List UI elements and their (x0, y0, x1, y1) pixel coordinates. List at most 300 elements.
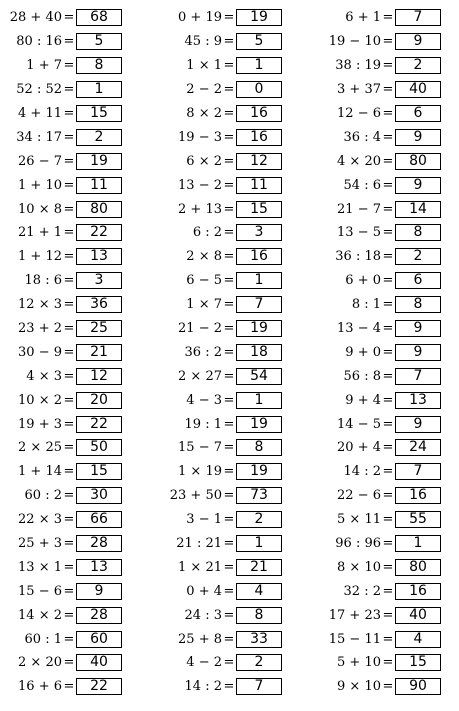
problem-row (319, 317, 459, 341)
problem-column-1 (0, 6, 150, 699)
answer-box[interactable]: 8 (395, 296, 441, 313)
equals-sign: = (223, 512, 235, 528)
answer-box[interactable]: 13 (76, 248, 122, 265)
answer-box[interactable]: 8 (236, 607, 282, 624)
answer-box[interactable]: 73 (236, 487, 282, 504)
answer-box[interactable]: 15 (76, 105, 122, 122)
problem-expression: 4 × 3 (26, 368, 62, 384)
equals-sign: = (382, 392, 394, 408)
problem-expression: 21 + 1 (18, 225, 62, 241)
problem-row (319, 340, 459, 364)
problem-expression: 38 : 19 (335, 58, 381, 74)
equals-sign: = (382, 536, 394, 552)
problem-expression: 1 × 1 (186, 58, 222, 74)
equals-sign: = (223, 416, 235, 432)
answer-box[interactable]: 16 (395, 487, 441, 504)
answer-box[interactable]: 9 (395, 33, 441, 50)
equals-sign: = (63, 58, 75, 74)
equals-sign: = (223, 153, 235, 169)
answer-box[interactable]: 9 (395, 129, 441, 146)
equals-sign: = (223, 34, 235, 50)
problem-expression: 20 + 4 (337, 440, 381, 456)
answer-box[interactable]: 1 (236, 272, 282, 289)
problem-expression: 13 − 4 (337, 321, 381, 337)
answer-box[interactable]: 28 (76, 607, 122, 624)
equals-sign: = (63, 129, 75, 145)
equals-sign: = (223, 201, 235, 217)
problem-row (319, 651, 459, 675)
problem-expression: 1 × 19 (178, 464, 222, 480)
problem-expression: 60 : 1 (24, 631, 62, 647)
answer-box[interactable]: 16 (395, 583, 441, 600)
answer-box[interactable]: 5 (76, 33, 122, 50)
problem-row (160, 603, 310, 627)
problem-row (160, 173, 310, 197)
problem-expression: 25 + 8 (178, 631, 222, 647)
answer-box[interactable]: 68 (76, 9, 122, 26)
problem-row (0, 269, 150, 293)
answer-box[interactable]: 9 (395, 344, 441, 361)
answer-box[interactable]: 4 (395, 631, 441, 648)
answer-box[interactable]: 50 (76, 439, 122, 456)
problem-expression: 8 × 10 (337, 559, 381, 575)
equals-sign: = (63, 82, 75, 98)
equals-sign: = (382, 440, 394, 456)
equals-sign: = (223, 368, 235, 384)
problem-row (160, 54, 310, 78)
problem-row (0, 245, 150, 269)
problem-expression: 36 : 2 (184, 344, 222, 360)
answer-box[interactable]: 15 (236, 201, 282, 218)
equals-sign: = (63, 583, 75, 599)
problem-row (0, 78, 150, 102)
problem-expression: 14 × 2 (18, 607, 62, 623)
problem-expression: 12 × 3 (18, 297, 62, 313)
answer-box[interactable]: 11 (236, 177, 282, 194)
problem-row (319, 245, 459, 269)
problem-row (319, 603, 459, 627)
problem-row (160, 340, 310, 364)
answer-box[interactable]: 18 (236, 344, 282, 361)
answer-box[interactable]: 3 (76, 272, 122, 289)
problem-row (0, 651, 150, 675)
answer-box[interactable]: 7 (395, 463, 441, 480)
problem-row (0, 293, 150, 317)
problem-expression: 60 : 2 (24, 488, 62, 504)
problem-expression: 15 − 7 (178, 440, 222, 456)
problem-expression: 6 : 2 (192, 225, 222, 241)
equals-sign: = (382, 512, 394, 528)
answer-box[interactable]: 40 (395, 81, 441, 98)
problem-row (160, 555, 310, 579)
answer-box[interactable]: 55 (395, 511, 441, 528)
equals-sign: = (63, 201, 75, 217)
answer-box[interactable]: 9 (395, 320, 441, 337)
answer-box[interactable]: 5 (236, 33, 282, 50)
problem-expression: 45 : 9 (184, 34, 222, 50)
equals-sign: = (382, 488, 394, 504)
equals-sign: = (223, 536, 235, 552)
equals-sign: = (63, 512, 75, 528)
answer-box[interactable]: 30 (76, 487, 122, 504)
answer-box[interactable]: 1 (76, 81, 122, 98)
problem-row (160, 579, 310, 603)
equals-sign: = (382, 153, 394, 169)
equals-sign: = (63, 631, 75, 647)
problem-expression: 10 × 8 (18, 201, 62, 217)
equals-sign: = (223, 679, 235, 695)
answer-box[interactable]: 6 (395, 272, 441, 289)
problem-expression: 8 : 1 (351, 297, 381, 313)
equals-sign: = (382, 10, 394, 26)
answer-box[interactable]: 7 (395, 368, 441, 385)
equals-sign: = (223, 58, 235, 74)
equals-sign: = (63, 464, 75, 480)
answer-box[interactable]: 21 (76, 344, 122, 361)
equals-sign: = (63, 679, 75, 695)
problem-row (160, 651, 310, 675)
problem-row (160, 197, 310, 221)
equals-sign: = (63, 153, 75, 169)
problem-expression: 6 − 5 (186, 273, 222, 289)
equals-sign: = (223, 321, 235, 337)
problem-expression: 36 : 4 (343, 129, 381, 145)
answer-box[interactable]: 22 (76, 224, 122, 241)
problem-row (319, 125, 459, 149)
problem-expression: 6 × 2 (186, 153, 222, 169)
equals-sign: = (63, 536, 75, 552)
problem-row (319, 78, 459, 102)
answer-box[interactable]: 2 (76, 129, 122, 146)
problem-row (319, 627, 459, 651)
equals-sign: = (223, 392, 235, 408)
problem-expression: 4 + 11 (18, 106, 62, 121)
problem-row (0, 460, 150, 484)
equals-sign: = (382, 655, 394, 671)
problem-expression: 80 : 16 (16, 34, 62, 50)
answer-box[interactable]: 8 (76, 57, 122, 74)
equals-sign: = (382, 225, 394, 241)
problem-expression: 4 × 20 (337, 153, 381, 169)
problem-expression: 22 × 3 (18, 512, 62, 528)
equals-sign: = (63, 273, 75, 289)
equals-sign: = (223, 655, 235, 671)
answer-box[interactable]: 12 (76, 368, 122, 385)
answer-box[interactable]: 6 (395, 105, 441, 122)
equals-sign: = (223, 464, 235, 480)
problem-row (160, 30, 310, 54)
problem-row (0, 388, 150, 412)
problem-expression: 0 + 19 (178, 10, 222, 26)
answer-box[interactable]: 24 (395, 439, 441, 456)
equals-sign: = (63, 106, 75, 121)
problem-row (319, 173, 459, 197)
problem-column-3 (319, 6, 459, 699)
equals-sign: = (223, 106, 235, 121)
answer-box[interactable]: 80 (395, 153, 441, 170)
equals-sign: = (63, 607, 75, 623)
answer-box[interactable]: 2 (395, 248, 441, 265)
problem-row (160, 293, 310, 317)
problem-row (319, 197, 459, 221)
problem-expression: 19 + 3 (18, 416, 62, 432)
problem-expression: 1 × 7 (186, 297, 222, 313)
equals-sign: = (382, 631, 394, 647)
problem-expression: 30 − 9 (18, 344, 62, 360)
problem-row (0, 364, 150, 388)
equals-sign: = (63, 344, 75, 360)
problem-row (319, 54, 459, 78)
problem-expression: 34 : 17 (16, 129, 62, 145)
equals-sign: = (223, 488, 235, 504)
answer-box[interactable]: 9 (76, 583, 122, 600)
problem-expression: 14 : 2 (184, 679, 222, 695)
answer-box[interactable]: 7 (395, 9, 441, 26)
answer-box[interactable]: 15 (395, 654, 441, 671)
equals-sign: = (223, 559, 235, 575)
equals-sign: = (382, 177, 394, 193)
equals-sign: = (382, 679, 394, 695)
problem-row (160, 317, 310, 341)
problem-expression: 6 + 0 (345, 273, 381, 289)
answer-box[interactable]: 16 (236, 248, 282, 265)
problem-expression: 12 − 6 (337, 106, 381, 121)
equals-sign: = (63, 655, 75, 671)
answer-box[interactable]: 2 (236, 511, 282, 528)
problem-row (160, 460, 310, 484)
answer-box[interactable]: 8 (395, 224, 441, 241)
answer-box[interactable]: 1 (236, 392, 282, 409)
answer-box[interactable]: 19 (76, 153, 122, 170)
answer-box[interactable]: 0 (236, 81, 282, 98)
problem-row (160, 6, 310, 30)
equals-sign: = (223, 129, 235, 145)
problem-expression: 23 + 50 (169, 488, 222, 504)
problem-row (319, 293, 459, 317)
problem-expression: 26 − 7 (18, 153, 62, 169)
answer-box[interactable]: 1 (236, 57, 282, 74)
problem-expression: 14 : 2 (343, 464, 381, 480)
equals-sign: = (63, 368, 75, 384)
answer-box[interactable]: 66 (76, 511, 122, 528)
equals-sign: = (382, 106, 394, 121)
problem-expression: 23 + 2 (18, 321, 62, 337)
answer-box[interactable]: 19 (236, 463, 282, 480)
problem-row (319, 149, 459, 173)
problem-row (160, 221, 310, 245)
problem-row (319, 102, 459, 126)
answer-box[interactable]: 36 (76, 296, 122, 313)
problem-row (0, 149, 150, 173)
answer-box[interactable]: 1 (395, 535, 441, 552)
problem-row (0, 675, 150, 699)
problem-expression: 2 + 13 (178, 201, 222, 217)
answer-box[interactable]: 19 (236, 416, 282, 433)
problem-expression: 2 × 27 (178, 368, 222, 384)
problem-row (319, 30, 459, 54)
answer-box[interactable]: 28 (76, 535, 122, 552)
answer-box[interactable]: 19 (236, 320, 282, 337)
equals-sign: = (63, 392, 75, 408)
problem-row (0, 579, 150, 603)
problem-row (160, 149, 310, 173)
problem-expression: 13 − 5 (337, 225, 381, 241)
answer-box[interactable]: 3 (236, 224, 282, 241)
problem-row (0, 173, 150, 197)
problem-expression: 5 × 11 (337, 512, 381, 528)
answer-box[interactable]: 9 (395, 177, 441, 194)
worksheet (0, 6, 459, 706)
answer-box[interactable]: 16 (236, 105, 282, 122)
equals-sign: = (382, 34, 394, 50)
problem-expression: 2 × 25 (18, 440, 62, 456)
problem-row (160, 364, 310, 388)
problem-expression: 13 × 1 (18, 559, 62, 575)
answer-box[interactable]: 90 (395, 678, 441, 695)
problem-row (319, 436, 459, 460)
problem-row (319, 269, 459, 293)
equals-sign: = (63, 10, 75, 26)
answer-box[interactable]: 22 (76, 678, 122, 695)
problem-expression: 36 : 18 (335, 249, 381, 265)
problem-row (319, 555, 459, 579)
problem-row (0, 603, 150, 627)
problem-row (0, 532, 150, 556)
problem-row (319, 532, 459, 556)
equals-sign: = (63, 34, 75, 50)
problem-expression: 0 + 4 (186, 583, 222, 599)
problem-row (0, 221, 150, 245)
equals-sign: = (63, 416, 75, 432)
equals-sign: = (223, 249, 235, 265)
answer-box[interactable]: 33 (236, 631, 282, 648)
answer-box[interactable]: 12 (236, 153, 282, 170)
answer-box[interactable]: 80 (395, 559, 441, 576)
equals-sign: = (223, 607, 235, 623)
equals-sign: = (223, 344, 235, 360)
answer-box[interactable]: 19 (236, 9, 282, 26)
answer-box[interactable]: 40 (395, 607, 441, 624)
answer-box[interactable]: 60 (76, 631, 122, 648)
equals-sign: = (223, 273, 235, 289)
equals-sign: = (382, 82, 394, 98)
equals-sign: = (63, 177, 75, 193)
problem-row (0, 6, 150, 30)
problem-row (0, 484, 150, 508)
problem-row (319, 675, 459, 699)
equals-sign: = (382, 297, 394, 313)
equals-sign: = (63, 225, 75, 241)
answer-box[interactable]: 11 (76, 177, 122, 194)
answer-box[interactable]: 1 (236, 535, 282, 552)
equals-sign: = (223, 583, 235, 599)
problem-expression: 32 : 2 (343, 583, 381, 599)
equals-sign: = (382, 559, 394, 575)
answer-box[interactable]: 7 (236, 678, 282, 695)
equals-sign: = (223, 82, 235, 98)
problem-expression: 4 − 2 (186, 655, 222, 671)
problem-expression: 16 + 6 (18, 679, 62, 695)
problem-expression: 19 − 10 (328, 34, 381, 50)
answer-box[interactable]: 40 (76, 654, 122, 671)
problem-expression: 15 − 6 (18, 583, 62, 599)
problem-row (160, 484, 310, 508)
answer-box[interactable]: 8 (236, 439, 282, 456)
problem-row (319, 388, 459, 412)
answer-box[interactable]: 16 (236, 129, 282, 146)
problem-row (160, 245, 310, 269)
answer-box[interactable]: 80 (76, 201, 122, 218)
problem-expression: 6 + 1 (345, 10, 381, 26)
problem-expression: 2 − 2 (186, 82, 222, 98)
equals-sign: = (382, 464, 394, 480)
problem-expression: 24 : 3 (184, 607, 222, 623)
problem-expression: 21 : 21 (176, 536, 222, 552)
problem-expression: 21 − 2 (178, 321, 222, 337)
answer-box[interactable]: 14 (395, 201, 441, 218)
problem-row (0, 197, 150, 221)
problem-row (160, 78, 310, 102)
problem-row (160, 125, 310, 149)
answer-box[interactable]: 21 (236, 559, 282, 576)
answer-box[interactable]: 54 (236, 368, 282, 385)
problem-expression: 19 − 3 (178, 129, 222, 145)
problem-expression: 2 × 8 (186, 249, 222, 265)
problem-expression: 9 × 10 (337, 679, 381, 695)
equals-sign: = (382, 368, 394, 384)
answer-box[interactable]: 13 (395, 392, 441, 409)
equals-sign: = (223, 177, 235, 193)
answer-box[interactable]: 2 (395, 57, 441, 74)
equals-sign: = (223, 631, 235, 647)
answer-box[interactable]: 20 (76, 392, 122, 409)
answer-box[interactable]: 15 (76, 463, 122, 480)
problem-row (0, 54, 150, 78)
equals-sign: = (223, 10, 235, 26)
problem-expression: 1 + 14 (18, 464, 62, 480)
problem-row (160, 532, 310, 556)
answer-box[interactable]: 25 (76, 320, 122, 337)
problem-row (0, 627, 150, 651)
answer-box[interactable]: 2 (236, 654, 282, 671)
problem-expression: 1 + 12 (18, 249, 62, 265)
problem-expression: 25 + 3 (18, 536, 62, 552)
problem-row (0, 102, 150, 126)
equals-sign: = (382, 249, 394, 265)
problem-expression: 15 − 11 (328, 631, 381, 647)
problem-expression: 96 : 96 (335, 536, 381, 552)
answer-box[interactable]: 4 (236, 583, 282, 600)
answer-box[interactable]: 22 (76, 416, 122, 433)
problem-row (0, 317, 150, 341)
answer-box[interactable]: 13 (76, 559, 122, 576)
problem-row (0, 436, 150, 460)
answer-box[interactable]: 7 (236, 296, 282, 313)
problem-expression: 21 − 7 (337, 201, 381, 217)
problem-expression: 1 + 10 (18, 177, 62, 193)
answer-box[interactable]: 9 (395, 416, 441, 433)
problem-row (160, 436, 310, 460)
problem-row (319, 364, 459, 388)
equals-sign: = (382, 607, 394, 623)
problem-row (319, 579, 459, 603)
problem-expression: 13 − 2 (178, 177, 222, 193)
problem-expression: 5 + 10 (337, 655, 381, 671)
problem-expression: 9 + 0 (345, 344, 381, 360)
problem-row (160, 627, 310, 651)
equals-sign: = (382, 273, 394, 289)
equals-sign: = (382, 344, 394, 360)
